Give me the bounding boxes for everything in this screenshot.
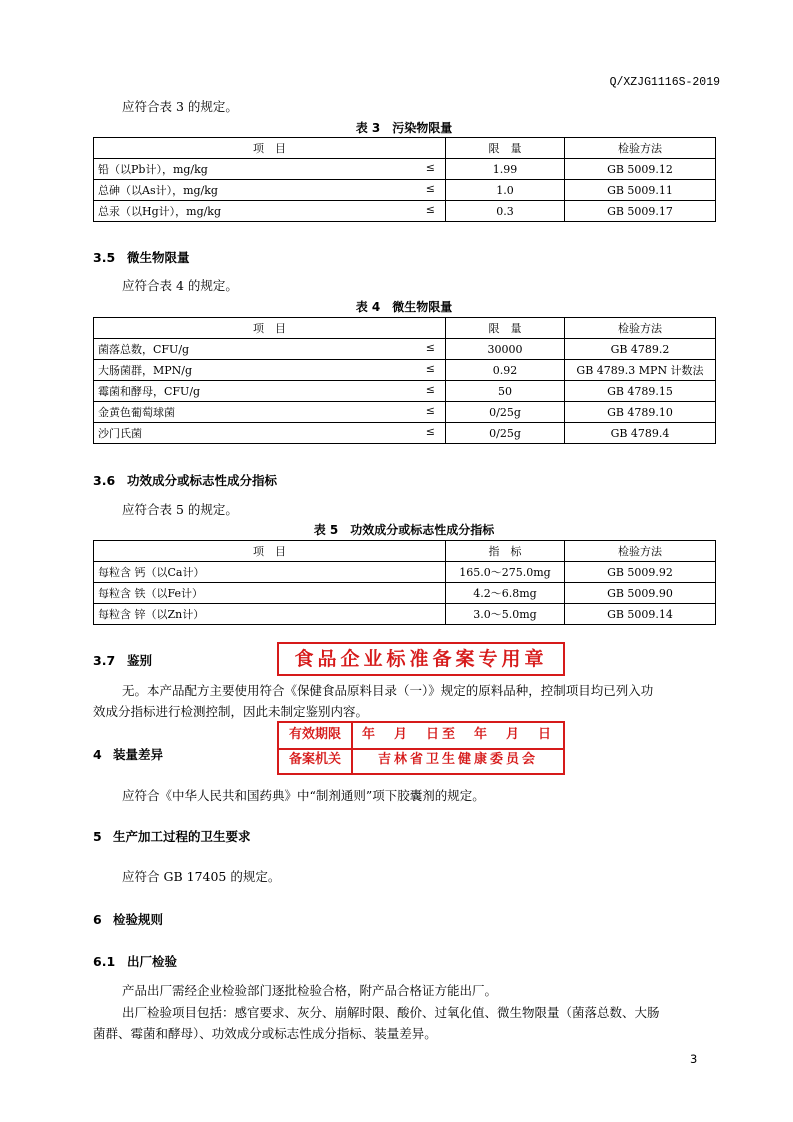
col-header-item: 项 目 [94,138,446,159]
item-cell [94,180,446,201]
method-cell: GB 5009.92 [565,562,716,583]
page-number: 3 [690,1052,698,1066]
section-number: 3.7 [93,653,116,668]
table3-caption: 表 3 污染物限量 [355,121,453,135]
section-number: 3.6 [93,473,116,488]
item-cell [94,423,446,444]
limit-cell: 30000 [446,339,565,360]
section-3-7-heading [93,651,152,669]
item-label: 大肠菌群，MPN/g [98,364,193,377]
stamp-validity-label: 有效期限 [279,723,353,748]
method-cell: GB 4789.15 [565,381,716,402]
method-cell: GB 4789.3 MPN 计数法 [565,360,716,381]
col-header-item: 项 目 [94,318,446,339]
section-3-5-heading [93,248,190,266]
col-header-method: 检验方法 [565,318,716,339]
item-label: 铅（以Pb计），mg/kg [98,163,208,176]
item-label: 菌落总数，CFU/g [98,343,190,356]
index-cell: 4.2～6.8mg [446,583,565,604]
col-header-limit: 限 量 [446,318,565,339]
limit-cell: 0/25g [446,402,565,423]
section-5-heading [93,827,251,845]
table5-caption: 表 5 功效成分或标志性成分指标 [313,523,495,537]
section-title: 检验规则 [113,912,164,927]
table-row [94,159,716,180]
table-row [94,201,716,222]
item-cell [94,402,446,423]
section-number: 5 [93,829,102,844]
section-title: 装量差异 [113,747,164,762]
section-3-6-text: 应符合表 5 的规定。 [122,502,238,517]
item-label: 总砷（以As计），mg/kg [98,184,218,197]
method-cell: GB 5009.14 [565,604,716,625]
section-6-1-heading [93,952,177,970]
table-row [94,562,716,583]
le-symbol: ≤ [425,203,435,216]
section-title: 功效成分或标志性成分指标 [127,473,278,488]
table4-caption: 表 4 微生物限量 [355,300,453,314]
le-symbol: ≤ [425,182,435,195]
table5-functional-components [93,540,716,625]
col-header-item: 项 目 [94,541,446,562]
item-label: 霉菌和酵母，CFU/g [98,385,201,398]
method-cell: GB 4789.10 [565,402,716,423]
stamp-authority-row [279,748,563,773]
filing-stamp-title: 食品企业标准备案专用章 [277,642,565,676]
table-header-row [94,318,716,339]
limit-cell: 0.92 [446,360,565,381]
le-symbol: ≤ [425,425,435,438]
table-row [94,381,716,402]
section-6-heading [93,910,163,928]
method-cell: GB 5009.11 [565,180,716,201]
table-row [94,604,716,625]
limit-cell: 1.0 [446,180,565,201]
stamp-authority-value: 吉林省卫生健康委员会 [377,752,538,767]
item-cell: 每粒含 铁（以Fe计） [94,583,446,604]
col-header-method: 检验方法 [565,541,716,562]
limit-cell: 0/25g [446,423,565,444]
table-row [94,360,716,381]
item-cell [94,201,446,222]
section-title: 生产加工过程的卫生要求 [113,829,251,844]
limit-cell: 50 [446,381,565,402]
le-symbol: ≤ [425,341,435,354]
filing-stamp-box [277,721,565,775]
standard-number: Q/XZJG1116S-2019 [609,76,720,89]
method-cell: GB 4789.2 [565,339,716,360]
section-3-7-text-line2: 效成分指标进行检测控制，因此未制定鉴别内容。 [93,704,369,719]
method-cell: GB 5009.12 [565,159,716,180]
section-number: 4 [93,747,102,762]
item-label: 总汞（以Hg计），mg/kg [98,205,222,218]
le-symbol: ≤ [425,161,435,174]
section-5-text: 应符合 GB 17405 的规定。 [122,869,281,884]
item-label: 金黄色葡萄球菌 [98,406,175,419]
section-6-1-text-line2: 出厂检验项目包括：感官要求、灰分、崩解时限、酸价、过氧化值、微生物限量（菌落总数、大肠 [122,1005,660,1020]
section-3-6-heading [93,471,277,489]
table-row [94,339,716,360]
item-cell [94,159,446,180]
col-header-limit: 限 量 [446,138,565,159]
col-header-index: 指 标 [446,541,565,562]
item-label: 沙门氏菌 [98,427,142,440]
section-title: 出厂检验 [127,954,178,969]
section-number: 3.5 [93,250,116,265]
le-symbol: ≤ [425,383,435,396]
method-cell: GB 4789.4 [565,423,716,444]
table-row [94,423,716,444]
table-header-row [94,138,716,159]
table-header-row [94,541,716,562]
stamp-validity-row [279,723,563,750]
limit-cell: 1.99 [446,159,565,180]
section-4-text: 应符合《中华人民共和国药典》中“制剂通则”项下胶囊剂的规定。 [122,788,485,803]
item-cell: 每粒含 钙（以Ca计） [94,562,446,583]
col-header-method: 检验方法 [565,138,716,159]
section-6-1-text-line3: 菌群、霉菌和酵母）、功效成分或标志性成分指标、装量差异。 [93,1026,437,1041]
section-6-1-text-line1: 产品出厂需经企业检验部门逐批检验合格，附产品合格证方能出厂。 [122,983,498,998]
section-3-7-text-line1: 无。本产品配方主要使用符合《保健食品原料目录（一）》规定的原料品种，控制项目均已列入功 [122,683,654,698]
item-cell [94,339,446,360]
section-4-heading [93,745,163,763]
table4-microbial-limits [93,317,716,444]
index-cell: 165.0～275.0mg [446,562,565,583]
le-symbol: ≤ [425,404,435,417]
method-cell: GB 5009.90 [565,583,716,604]
section-title: 鉴别 [127,653,153,668]
section-number: 6 [93,912,102,927]
item-cell [94,381,446,402]
section-3-5-text: 应符合表 4 的规定。 [122,278,238,293]
stamp-validity-value: 年 月 日至 年 月 日 [361,727,554,742]
section-number: 6.1 [93,954,116,969]
table3-intro: 应符合表 3 的规定。 [122,99,238,114]
section-title: 微生物限量 [127,250,190,265]
item-cell: 每粒含 锌（以Zn计） [94,604,446,625]
stamp-authority-label: 备案机关 [279,748,353,773]
limit-cell: 0.3 [446,201,565,222]
item-cell [94,360,446,381]
table-row [94,180,716,201]
le-symbol: ≤ [425,362,435,375]
index-cell: 3.0～5.0mg [446,604,565,625]
table3-pollutant-limits [93,137,716,222]
table-row [94,583,716,604]
method-cell: GB 5009.17 [565,201,716,222]
table-row [94,402,716,423]
